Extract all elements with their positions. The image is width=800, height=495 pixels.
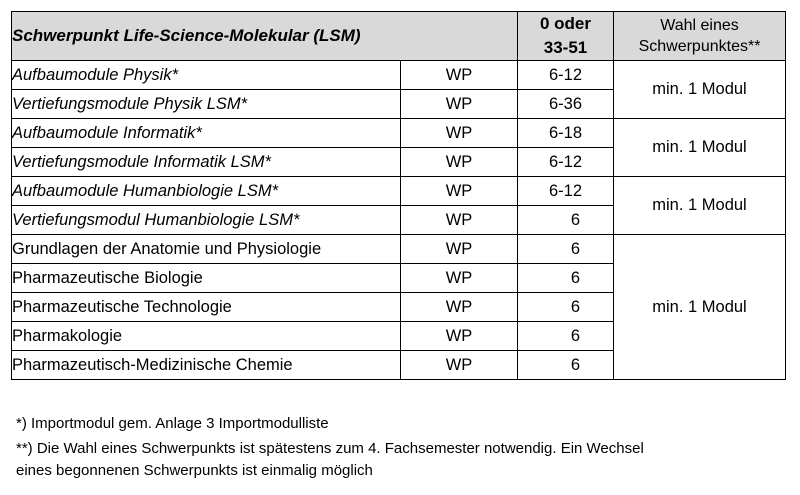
header-credits-line2: 33-51 xyxy=(543,38,588,57)
table-row xyxy=(12,119,786,148)
module-name: Aufbaumodule Informatik* xyxy=(12,119,401,148)
module-table xyxy=(11,11,786,380)
module-name: Pharmakologie xyxy=(12,322,401,351)
header-credits-line1: 0 oder xyxy=(539,14,592,33)
group-rule: min. 1 Modul xyxy=(614,177,786,235)
module-name: Vertiefungsmodul Humanbiologie LSM* xyxy=(12,206,401,235)
module-type: WP xyxy=(401,206,518,235)
table-row xyxy=(12,235,786,264)
header-title: Schwerpunkt Life-Science-Molekular (LSM) xyxy=(12,12,518,61)
group-rule: min. 1 Modul xyxy=(614,235,786,380)
module-name: Aufbaumodule Humanbiologie LSM* xyxy=(12,177,401,206)
module-credits: 6 xyxy=(518,293,614,322)
group-rule: min. 1 Modul xyxy=(614,61,786,119)
module-type: WP xyxy=(401,119,518,148)
module-type: WP xyxy=(401,61,518,90)
table-header-row xyxy=(12,12,786,61)
module-type: WP xyxy=(401,148,518,177)
module-type: WP xyxy=(401,177,518,206)
module-name: Pharmazeutische Biologie xyxy=(12,264,401,293)
header-choice xyxy=(614,12,786,61)
module-type: WP xyxy=(401,351,518,380)
table-row xyxy=(12,61,786,90)
module-name: Pharmazeutisch-Medizinische Chemie xyxy=(12,351,401,380)
module-credits: 6-36 xyxy=(518,90,614,119)
header-choice-line2: Schwerpunktes** xyxy=(638,38,761,55)
module-type: WP xyxy=(401,90,518,119)
module-credits: 6-12 xyxy=(518,148,614,177)
module-type: WP xyxy=(401,293,518,322)
footnote-import: *) Importmodul gem. Anlage 3 Importmodulliste xyxy=(16,415,329,432)
module-credits: 6 xyxy=(518,206,614,235)
module-credits: 6-12 xyxy=(518,177,614,206)
module-credits: 6 xyxy=(518,264,614,293)
header-credits xyxy=(518,12,614,61)
module-credits: 6 xyxy=(518,322,614,351)
module-credits: 6 xyxy=(518,351,614,380)
module-name: Aufbaumodule Physik* xyxy=(12,61,401,90)
module-name: Vertiefungsmodule Informatik LSM* xyxy=(12,148,401,177)
module-credits: 6 xyxy=(518,235,614,264)
footnotes xyxy=(16,413,644,482)
header-choice-line1: Wahl eines xyxy=(660,17,739,34)
module-type: WP xyxy=(401,235,518,264)
group-rule: min. 1 Modul xyxy=(614,119,786,177)
module-credits: 6-18 xyxy=(518,119,614,148)
module-type: WP xyxy=(401,264,518,293)
module-type: WP xyxy=(401,322,518,351)
footnote-choice-line1: **) Die Wahl eines Schwerpunkts ist spätestens zum 4. Fachsemester notwendig. Ein Wechsel xyxy=(16,440,644,457)
table-row xyxy=(12,177,786,206)
module-credits: 6-12 xyxy=(518,61,614,90)
footnote-choice-line2: eines begonnenen Schwerpunkts ist einmalig möglich xyxy=(16,462,373,479)
module-name: Pharmazeutische Technologie xyxy=(12,293,401,322)
module-name: Vertiefungsmodule Physik LSM* xyxy=(12,90,401,119)
module-name: Grundlagen der Anatomie und Physiologie xyxy=(12,235,401,264)
